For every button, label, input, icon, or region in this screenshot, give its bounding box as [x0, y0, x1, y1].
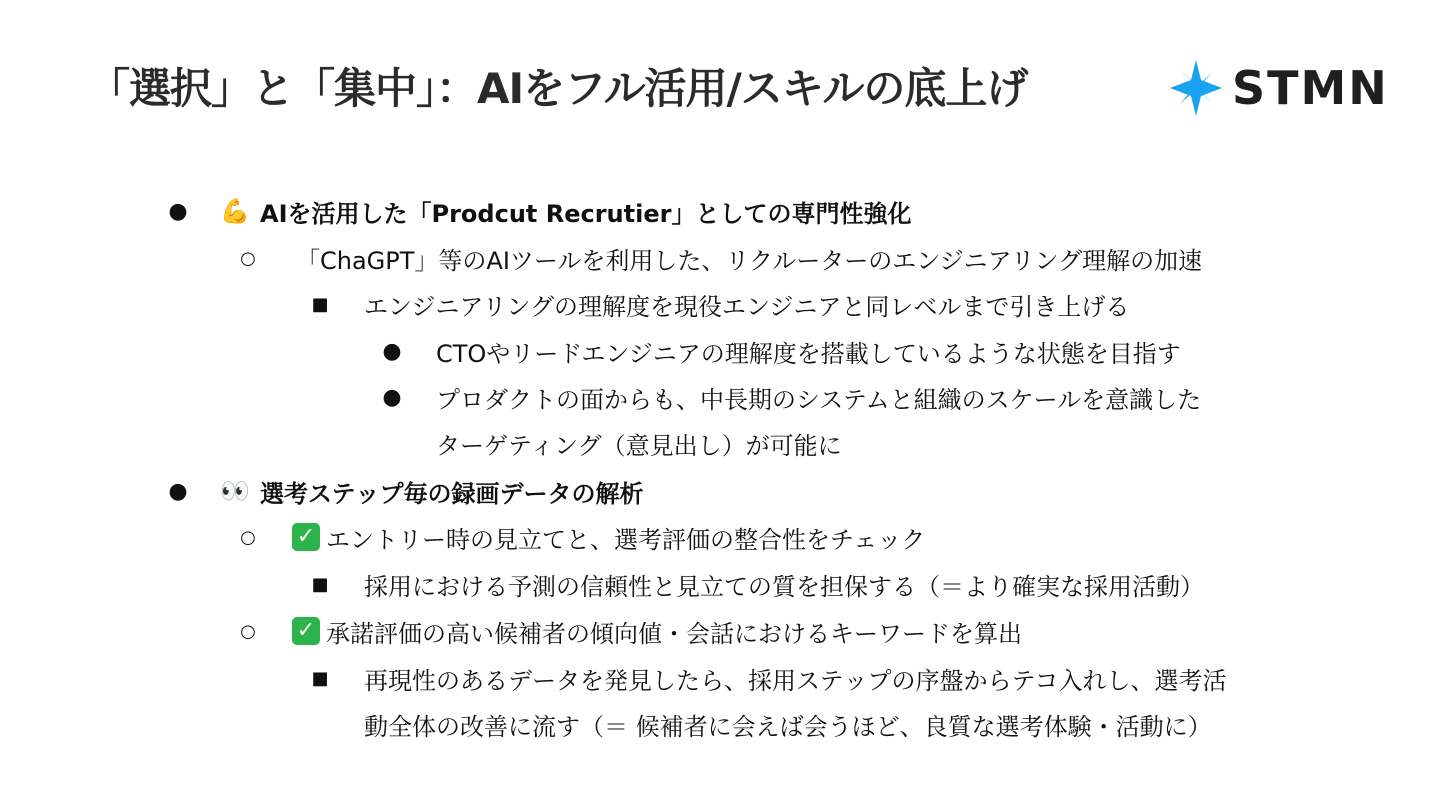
bullet-text: 承諾評価の高い候補者の傾向値・会話におけるキーワードを算出 — [326, 619, 1022, 648]
bullet-text: AIを活用した「Prodcut Recrutier」としての専門性強化 — [260, 199, 912, 228]
bullet-text: 採用における予測の信頼性と見立ての質を担保する（＝より確実な採用活動） — [364, 572, 1204, 601]
bullet-dot-icon: ● — [382, 338, 402, 364]
bullet-text: 選考ステップ毎の録画データの解析 — [260, 479, 644, 508]
bullet-text: 「ChaGPT」等のAIツールを利用した、リクルーターのエンジニアリング理解の加速 — [296, 246, 1203, 275]
bullet-text: プロダクトの面からも、中長期のシステムと組織のスケールを意識した — [436, 385, 1202, 414]
slide-title: 「選択」と「集中」：AIをフル活用/スキルの底上げ — [88, 64, 1028, 113]
logo-text: STMN — [1232, 61, 1389, 115]
bullet-text: ターゲティング（意見出し）が可能に — [436, 431, 842, 460]
bullet-circle-icon: ○ — [240, 526, 256, 548]
bullet-text: 再現性のあるデータを発見したら、採用ステップの序盤からテコ入れし、選考活 — [364, 666, 1227, 695]
flexed-biceps-icon: 💪 — [220, 197, 250, 225]
bullet-square-icon: ■ — [311, 667, 329, 689]
bullet-text: 動全体の改善に流す（＝ 候補者に会えば会うほど、良質な選考体験・活動に） — [364, 712, 1212, 741]
bullet-dot-icon: ● — [168, 478, 188, 504]
bullet-circle-icon: ○ — [240, 620, 256, 642]
bullet-text: CTOやリードエンジニアの理解度を搭載しているような状態を目指す — [436, 339, 1181, 368]
bullet-square-icon: ■ — [311, 573, 329, 595]
bullet-circle-icon: ○ — [240, 247, 256, 269]
check-mark-icon: ✓ — [292, 617, 320, 645]
eyes-icon: 👀 — [220, 477, 250, 505]
bullet-dot-icon: ● — [382, 384, 402, 410]
bullet-square-icon: ■ — [311, 293, 329, 315]
bullet-text: エントリー時の見立てと、選考評価の整合性をチェック — [326, 525, 926, 554]
bullet-dot-icon: ● — [168, 198, 188, 224]
check-mark-icon: ✓ — [292, 523, 320, 551]
bullet-text: エンジニアリングの理解度を現役エンジニアと同レベルまで引き上げる — [364, 292, 1130, 321]
